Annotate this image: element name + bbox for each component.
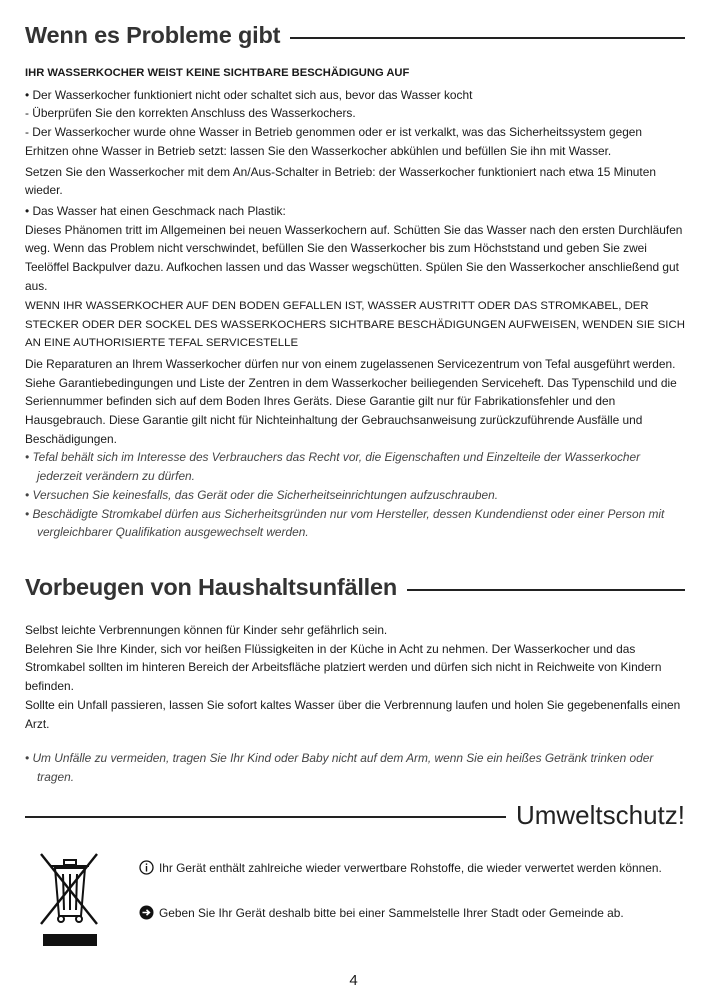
heading-rule bbox=[290, 37, 685, 39]
italic-bullet: • Beschädigte Stromkabel dürfen aus Sicherheitsgründen nur vom Hersteller, dessen Kundendienst oder einer Person mit vergleichbarer Qualifikation ausgewechselt werden. bbox=[25, 506, 665, 540]
info-text: Ihr Gerät enthält zahlreiche wieder verwertbare Rohstoffe, die wieder verwertet werden können. bbox=[159, 861, 662, 875]
page-number: 4 bbox=[349, 972, 358, 989]
italic-bullet: • Um Unfälle zu vermeiden, tragen Sie Ihr Kind oder Baby nicht auf dem Arm, wenn Sie ein heißes Getränk trinken oder tragen. bbox=[25, 751, 654, 784]
action-text: Geben Sie Ihr Gerät deshalb bitte bei einer Sammelstelle Ihrer Stadt oder Gemeinde ab. bbox=[159, 906, 624, 920]
italic-bullet: • Versuchen Sie keinesfalls, das Gerät oder die Sicherheitseinrichtungen aufzuschrauben. bbox=[25, 487, 499, 502]
action-line bbox=[139, 905, 679, 924]
section-heading-environment bbox=[25, 800, 685, 831]
section-title: Wenn es Probleme gibt bbox=[25, 22, 281, 48]
paragraph-line: - Überprüfen Sie den korrekten Anschluss des Wasserkochers. bbox=[25, 106, 356, 121]
info-icon bbox=[139, 860, 159, 879]
paragraph: Belehren Sie Ihre Kinder, sich vor heißen Flüssigkeiten in der Küche in Acht zu nehmen. Der Wasserkocher und das Stromkabel sollten im hinteren Bereich der Arbeitsfläche platziert werden und dürfen sich nicht in Reichweite von Kindern befinden. bbox=[25, 641, 662, 694]
subheading: IHR WASSERKOCHER WEIST KEINE SICHTBARE BESCHÄDIGUNG AUF bbox=[25, 67, 410, 79]
section-heading-accidents bbox=[25, 574, 685, 601]
section-title: Vorbeugen von Haushaltsunfällen bbox=[25, 574, 398, 600]
italic-bullet: • Tefal behält sich im Interesse des Verbrauchers das Recht vor, die Eigenschaften und Einzelteile der Wasserkocher jederzeit verändern zu dürfen. bbox=[25, 450, 641, 484]
paragraph-line: Selbst leichte Verbrennungen können für Kinder sehr gefährlich sein. bbox=[25, 623, 388, 637]
heading-rule bbox=[25, 816, 506, 818]
info-line bbox=[139, 860, 679, 879]
paragraph-line: - Der Wasserkocher wurde ohne Wasser in Betrieb genommen oder er ist verkalkt, was das Sicherheitssystem gegen Erhitzen ohne Wasser in Betrieb setzt: lassen Sie den Wasserkocher abkühlen und befüllen Sie ihn mit Wasser. bbox=[25, 125, 643, 158]
problems-content bbox=[25, 64, 685, 542]
warning-caps: WENN IHR WASSERKOCHER AUF DEN BODEN GEFALLEN IST, WASSER AUSTRITT ODER DAS STROMKABEL, DER STECKER ODER DER SOCKEL DES WASSERKOCHERS SICHTBARE BESCHÄDIGUNGEN AUFWEISEN, WENDEN SIE SICH AN EINE AUTHORISIERTE TEFAL SERVICESTELLE bbox=[25, 300, 685, 350]
crossed-bin-icon bbox=[39, 852, 101, 946]
section-heading-problems bbox=[25, 22, 685, 49]
paragraph: Setzen Sie den Wasserkocher mit dem An/Aus-Schalter in Betrieb: der Wasserkocher funktioniert nach etwa 15 Minuten wieder. bbox=[25, 164, 656, 198]
arrow-right-icon bbox=[139, 905, 159, 924]
section-title: Umweltschutz! bbox=[515, 800, 685, 830]
heading-rule bbox=[407, 589, 685, 591]
accidents-content bbox=[25, 621, 685, 787]
paragraph: Die Reparaturen an Ihrem Wasserkocher dürfen nur von einem zugelassenen Servicezentrum von Tefal ausgeführt werden. Siehe Garantiebedingungen und Liste der Zentren in dem Wasserkocher beiliegenden Serviceheft. Das Typenschild und die Seriennummer befinden sich auf dem Boden Ihres Geräts. Diese Garantie gilt nur für Fabrikationsfehler und den Hausgebrauch. Diese Garantie gilt nicht für Nichteinhaltung der Gebrauchsanweisung zurückzuführende Ausfälle und Beschädigungen. bbox=[25, 356, 677, 446]
paragraph: Sollte ein Unfall passieren, lassen Sie sofort kaltes Wasser über die Verbrennung laufen und holen Sie gegebenenfalls einen Arzt. bbox=[25, 697, 681, 731]
paragraph-line: • Der Wasserkocher funktioniert nicht oder schaltet sich aus, bevor das Wasser kocht bbox=[25, 87, 473, 102]
paragraph: Dieses Phänomen tritt im Allgemeinen bei neuen Wasserkochern auf. Schütten Sie das Wasser nach den ersten Durchläufen weg. Wenn das Problem nicht verschwindet, befüllen Sie den Wasserkocher bis zum Höchststand und geben Sie zwei Teelöffel Backpulver dazu. Aufkochen lassen und das Wasser wegschütten. Spülen Sie den Wasserkocher anschließend gut aus. bbox=[25, 222, 683, 293]
paragraph-line: • Das Wasser hat einen Geschmack nach Plastik: bbox=[25, 203, 286, 218]
